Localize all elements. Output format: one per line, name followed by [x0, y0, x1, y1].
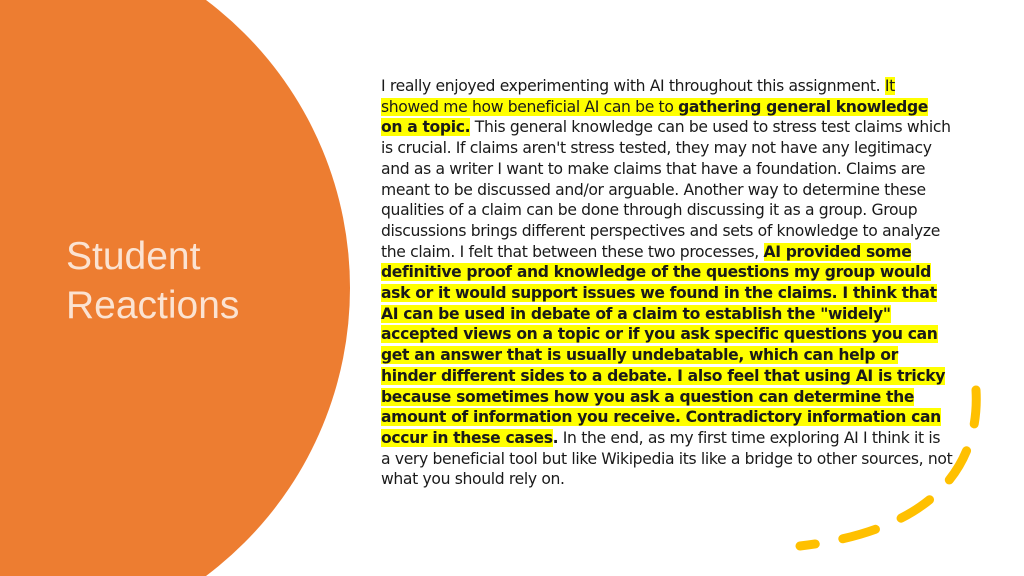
body-segment-middle: This general knowledge can be used to stress test claims which is crucial. If claims aren't stress tested, they may not have any legitimacy and as a writer I want to make claims that have a foundation. Claims are meant to be discussed and/or arguable. Another way to determine these qualities of a claim can be done through discussing it as a group. Group discussions brings different perspectives and sets of knowledge to analyze the claim. I felt that between these two processes,: [381, 118, 951, 261]
dashed-swoosh-decoration: [790, 380, 990, 560]
body-segment-highlight-plain: It showed me how beneficial AI can be to: [381, 77, 895, 116]
body-segment-highlight-long: AI provided some definitive proof and knowledge of the questions my group would ask or it would support issues we found in the claims. I think that AI can be used in debate of a claim to establish the "widely" accepted views on a topic or if you ask specific questions you can get an answer that is usually undebatable, which can help or hinder different sides to a debate. I also feel that using AI is tricky because sometimes how you ask a question can determine the amount of information you receive. Contradictory information can occur in these cases: [381, 242, 946, 447]
body-segment-intro: I really enjoyed experimenting with AI throughout this assignment.: [381, 77, 885, 95]
title-line-2: Reactions: [66, 284, 240, 327]
title-line-1: Student: [66, 235, 201, 278]
slide-title: [66, 232, 326, 330]
body-segment-period: .: [552, 428, 559, 447]
body-segment-ending: In the end, as my first time exploring AI I think it is a very beneficial tool but like Wikipedia its like a bridge to other sources, not what you should rely on.: [381, 428, 953, 489]
body-segment-highlight-bold: gathering general knowledge on a topic.: [381, 97, 929, 137]
